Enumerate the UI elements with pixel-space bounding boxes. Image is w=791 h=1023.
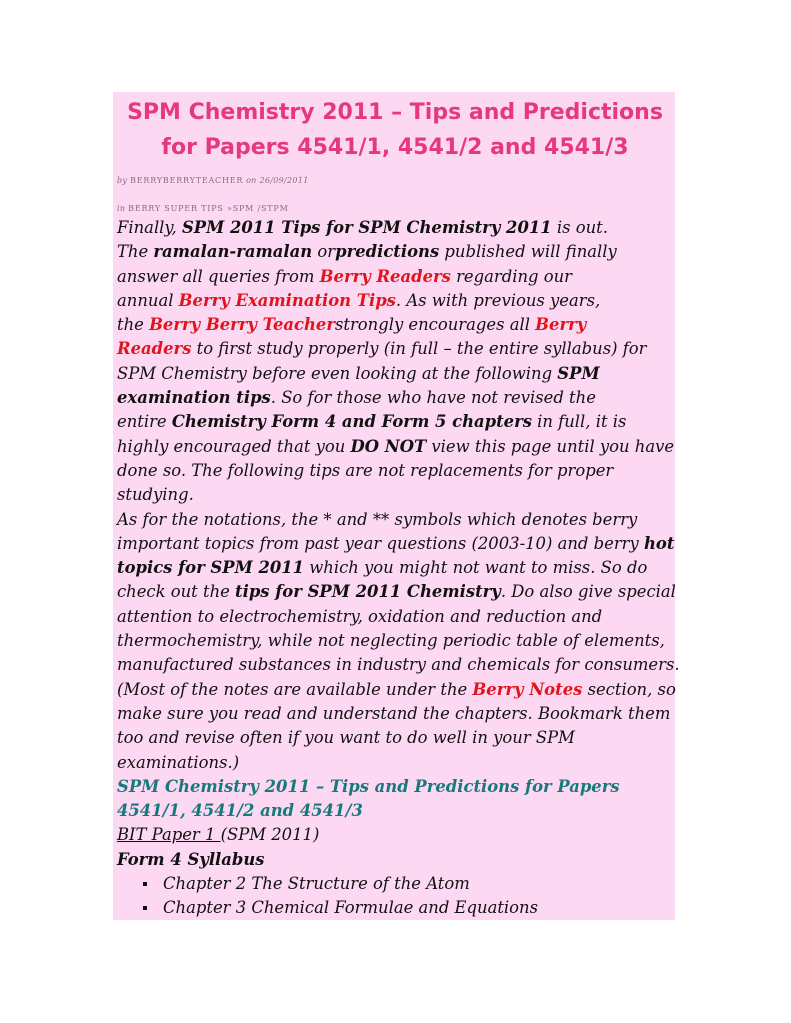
post-categories <box>117 204 289 213</box>
post-title-line-1: SPM Chemistry 2011 – Tips and Predictions <box>127 100 663 125</box>
body-line: entire Chemistry Form 4 and Form 5 chapters in full, it is <box>117 412 627 432</box>
body-line: answer all queries from Berry Readers regarding our <box>117 266 572 286</box>
body-line: examination tips. So for those who have not revised the <box>117 388 596 408</box>
body-line: too and revise often if you want to do well in your SPM <box>117 728 575 748</box>
body-line: highly encouraged that you DO NOT view this page until you have <box>117 436 675 456</box>
body-line: examinations.) <box>117 752 240 772</box>
category-links[interactable]: BERRY SUPER TIPS »SPM /STPM <box>128 204 289 213</box>
body-line: manufactured substances in industry and chemicals for consumers. <box>117 655 680 675</box>
body-line: studying. <box>117 485 194 505</box>
body-line: topics for SPM 2011 which you might not want to miss. So do <box>117 558 648 578</box>
body-line: thermochemistry, while not neglecting periodic table of elements, <box>117 631 665 651</box>
section-heading-line-1: SPM Chemistry 2011 – Tips and Predictions for Papers <box>117 776 620 796</box>
form4-heading: Form 4 Syllabus <box>117 849 265 869</box>
category-in-label: in <box>117 204 126 213</box>
berry-readers-link[interactable]: Berry Readers <box>319 266 451 286</box>
body-line: important topics from past year questions (2003-10) and berry hot <box>117 533 675 553</box>
bit-paper-heading: BIT Paper 1 (SPM 2011) <box>117 825 320 845</box>
body-line: Readers to first study properly (in full – the entire syllabus) for <box>117 339 647 359</box>
berry-readers-link-2[interactable]: Berry <box>535 315 587 335</box>
byline-on-label: on <box>246 176 257 185</box>
post-date: 26/09/2011 <box>259 176 309 185</box>
berry-notes-link[interactable]: Berry Notes <box>472 679 583 699</box>
berry-berry-teacher-link[interactable]: Berry Berry Teacher <box>149 315 335 335</box>
body-line: check out the tips for SPM 2011 Chemistry. Do also give special <box>117 582 676 602</box>
post-byline <box>117 176 309 185</box>
list-item: Chapter 2 The Structure of the Atom <box>117 872 677 896</box>
section-heading-line-2: 4541/1, 4541/2 and 4541/3 <box>117 801 363 821</box>
post-title <box>117 95 673 165</box>
body-line: done so. The following tips are not replacements for proper <box>117 460 614 480</box>
post-title-line-2: for Papers 4541/1, 4541/2 and 4541/3 <box>161 135 629 160</box>
body-line: annual Berry Examination Tips. As with previous years, <box>117 290 601 310</box>
body-line: the Berry Berry Teacherstrongly encourages all Berry <box>117 315 587 335</box>
body-line: As for the notations, the * and ** symbols which denotes berry <box>117 509 638 529</box>
post-body <box>117 216 680 921</box>
berry-examination-tips-link[interactable]: Berry Examination Tips <box>178 290 396 310</box>
list-item: Chapter 3 Chemical Formulae and Equations <box>117 896 677 920</box>
body-line: The ramalan-ramalan orpredictions published will finally <box>117 242 617 262</box>
body-line: make sure you read and understand the chapters. Bookmark them <box>117 703 671 723</box>
bit-paper-link[interactable]: BIT Paper 1 <box>117 825 221 845</box>
byline-by-label: by <box>117 176 128 185</box>
body-line: SPM Chemistry before even looking at the following SPM <box>117 363 600 383</box>
body-line: (Most of the notes are available under the Berry Notes section, so <box>117 679 676 699</box>
body-line: attention to electrochemistry, oxidation and reduction and <box>117 606 603 626</box>
berry-readers-link-2-cont[interactable]: Readers <box>117 339 192 359</box>
body-line: Finally, SPM 2011 Tips for SPM Chemistry 2011 is out. <box>117 218 608 237</box>
author-link[interactable]: BERRYBERRYTEACHER <box>130 176 244 185</box>
